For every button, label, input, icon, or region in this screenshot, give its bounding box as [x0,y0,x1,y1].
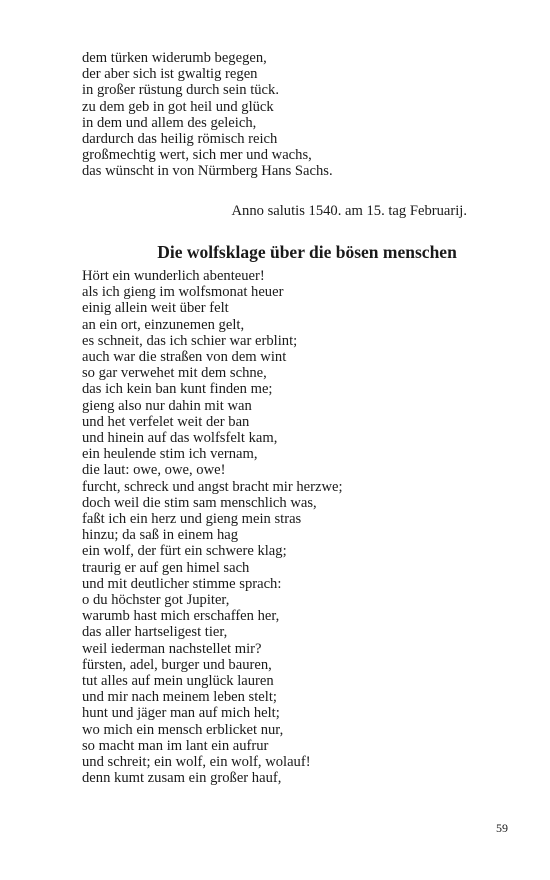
verse-line: das aller hartseligest tier, [82,624,228,641]
verse-line: und mit deutlicher stimme sprach: [82,575,282,592]
verse-line: das ich kein ban kunt finden me; [82,381,273,398]
verse-line: hinzu; da saß in einem hag [82,527,239,544]
verse-line: die laut: owe, owe, owe! [82,462,226,479]
verse-line: großmechtig wert, sich mer und wachs, [82,147,312,164]
verse-line: an ein ort, einzunemen gelt, [82,316,245,333]
verse-line: denn kumt zusam ein großer hauf, [82,770,282,787]
verse-line: in großer rüstung durch sein tück. [82,82,279,99]
verse-line: dem türken widerumb begegen, [82,50,267,66]
verse-line: wo mich ein mensch erblicket nur, [82,721,284,738]
verse-block-wolfsklage [82,268,482,787]
verse-line: Hört ein wunderlich abenteuer! [82,268,265,284]
verse-line: einig allein weit über felt [82,300,229,317]
verse-line: dardurch das heilig römisch reich [82,131,278,148]
poem-title: Die wolfsklage über die bösen menschen [157,242,457,262]
verse-line: tut alles auf mein unglück lauren [82,673,274,690]
verse-line: faßt ich ein herz und gieng mein stras [82,511,302,528]
verse-block-previous-poem-ending [82,50,482,180]
verse-line: und het verfelet weit der ban [82,413,250,430]
verse-line: und mir nach meinem leben stelt; [82,689,277,706]
verse-line: es schneit, das ich schier war erblint; [82,332,298,349]
verse-line: ein wolf, der fürt ein schwere klag; [82,543,287,560]
verse-line: gieng also nur dahin mit wan [82,397,252,414]
verse-line: o du höchster got Jupiter, [82,592,230,609]
verse-line: traurig er auf gen himel sach [82,559,250,576]
verse-line: warumb hast mich erschaffen her, [82,608,280,625]
verse-line: der aber sich ist gwaltig regen [82,66,258,83]
verse-line: weil iederman nachstellet mir? [82,640,262,657]
verse-line: und hinein auf das wolfsfelt kam, [82,430,278,447]
date-line: Anno salutis 1540. am 15. tag Februarij. [231,203,467,219]
verse-line: und schreit; ein wolf, ein wolf, wolauf! [82,754,311,771]
verse-line: als ich gieng im wolfsmonat heuer [82,284,284,301]
verse-line: ein heulende stim ich vernam, [82,446,258,463]
verse-line: doch weil die stim sam menschlich was, [82,494,317,511]
verse-line: auch war die straßen von dem wint [82,349,287,366]
page-number: 59 [496,821,508,835]
verse-line: so gar verwehet mit dem schne, [82,365,267,382]
verse-line: zu dem geb in got heil und glück [82,98,274,115]
verse-line: so macht man im lant ein aufrur [82,737,269,754]
verse-line: hunt und jäger man auf mich helt; [82,705,280,722]
verse-line: fürsten, adel, burger und bauren, [82,656,272,673]
verse-line: in dem und allem des geleich, [82,114,257,131]
verse-line: furcht, schreck und angst bracht mir herzwe; [82,478,343,495]
verse-line: das wünscht in von Nürmberg Hans Sachs. [82,163,333,180]
